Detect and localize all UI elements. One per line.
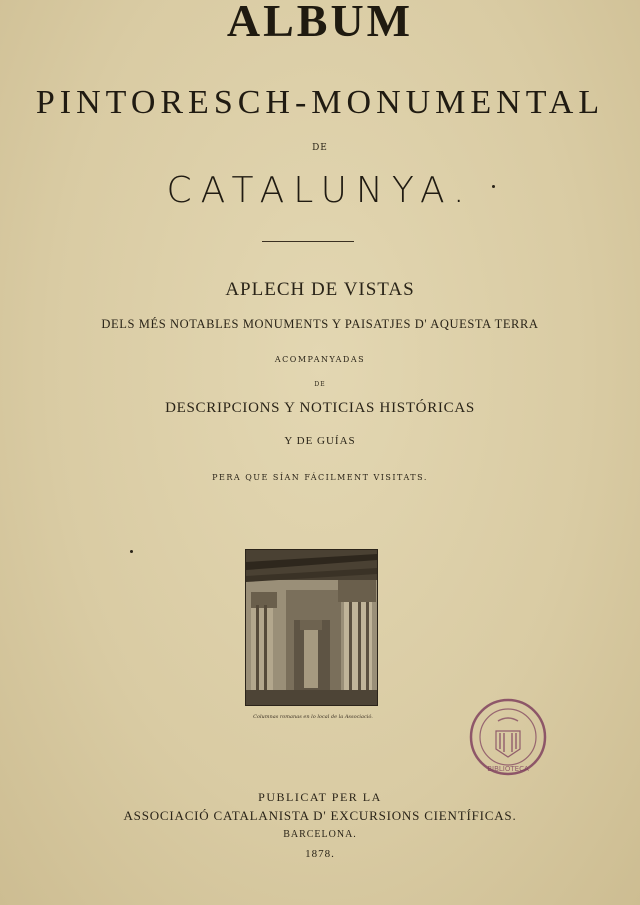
publication-year: 1878. <box>305 848 335 860</box>
publisher-name: ASSOCIACIÓ CATALANISTA D' EXCURSIONS CIENTÍFICAS. <box>123 808 517 823</box>
publication-city: BARCELONA. <box>283 829 357 840</box>
title-connector: DE <box>312 143 328 153</box>
descriptions-line: DESCRIPCIONS Y NOTICIAS HISTÓRICAS <box>165 400 475 416</box>
collection-description: DELS MÉS NOTABLES MONUMENTS Y PAISATJES D' AQUESTA TERRA <box>101 317 539 331</box>
published-by: PUBLICAT PER LA <box>258 790 382 804</box>
region-title: CATALUNYA. <box>166 170 474 211</box>
album-subtitle: PINTORESCH-MONUMENTAL <box>35 84 605 121</box>
library-stamp <box>468 697 548 777</box>
album-title: ALBUM <box>226 0 414 46</box>
ink-speck <box>492 185 495 188</box>
guides-line: Y DE GUÍAS <box>284 435 356 447</box>
collection-heading: APLECH DE VISTAS <box>225 279 415 300</box>
illustration-caption: Columnas romanas en lo local de la Associació. <box>253 714 373 720</box>
title-divider <box>262 241 354 242</box>
purpose-line: PERA QUE SÍAN FÁCILMENT VISITATS. <box>212 473 428 482</box>
connector-de: DE <box>314 381 326 388</box>
engraving-illustration <box>245 549 378 706</box>
ink-speck <box>130 550 133 553</box>
stamp-text: BIBLIOTECA <box>487 765 529 773</box>
accompanied-label: ACOMPANYADAS <box>274 355 366 364</box>
